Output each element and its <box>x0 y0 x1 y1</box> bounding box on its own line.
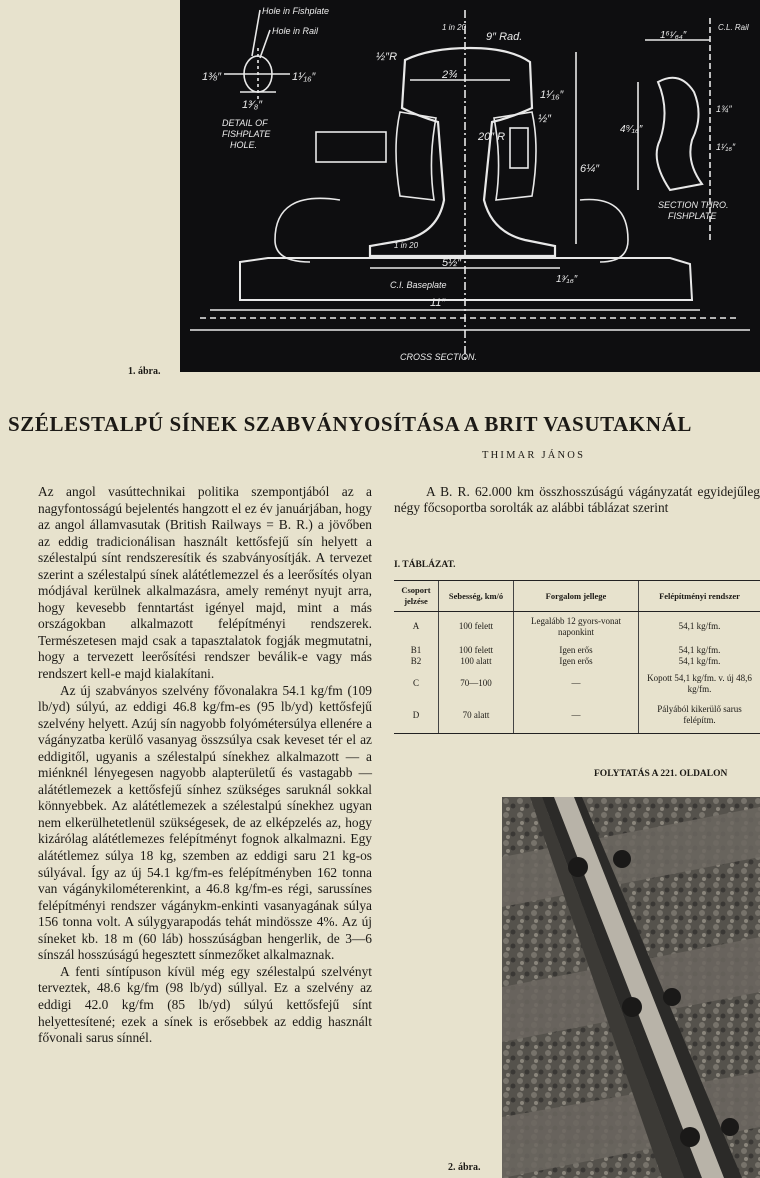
label-dim-1-3-8-b: 1³⁄₈″ <box>242 99 263 111</box>
baseplate <box>240 258 692 300</box>
table-cell: Pályából kikerülő sarus felépítm. <box>639 698 760 734</box>
bolt <box>316 132 386 162</box>
label-section-thro-1: SECTION THRO. <box>658 200 729 210</box>
table-row <box>394 670 760 698</box>
table-cell: 70 alatt <box>439 698 514 734</box>
label-dim-11: 11″ <box>430 297 446 309</box>
label-detail-3: HOLE. <box>230 140 258 150</box>
table-header-cell: Sebesség, km/ó <box>439 581 514 612</box>
paragraph-1: Az angol vasúttechnikai politika szempontjából az a nagyfontosságú bejelentés hangzott el ez év januárjában, hogy az angol államvasutak (British Railways = B. R.) a jövőben az eddig tradicionálisan használt kettősfejű sín helyett a szélestalpú sínt rendszeresítik és szabványosítják. A tervezet szerint a szélestalpú sínek alátétlemezzel és a leerősítés olyan módjával kerülnek alkalmazásra, amely reményt nyujt arra, hogy kevesebb fenntartást igényel majd, mint a más országokban alkalmazott felépítményi rendszerek. Természetesen majd csak a tapasztalatok fogják megmutatni, hogy a tervezett leerősítési rendszer beválik-e vagy más rendszert kell-e majd kialakítani. <box>38 484 372 682</box>
table-header-cell: Felépítményi rendszer <box>639 581 760 612</box>
article-author: THIMAR JÁNOS <box>482 450 586 461</box>
label-9-rad: 9″ Rad. <box>486 31 523 43</box>
left-clip <box>275 198 340 262</box>
figure-2-rail-photo <box>502 797 760 1178</box>
table-cell: A <box>412 621 420 632</box>
article-title: SZÉLESTALPÚ SÍNEK SZABVÁNYOSÍTÁSA A BRIT VASUTAKNÁL <box>8 412 692 436</box>
label-dim-6-1-4: 6¼″ <box>580 163 600 175</box>
table-header-cell: Forgalom jellege <box>514 581 639 612</box>
label-dim-1-3-4: 1¾″ <box>716 104 732 114</box>
figure-1-cross-section-drawing <box>180 0 760 372</box>
label-dim-1-1-16-b: 1¹⁄₁₆″ <box>540 89 564 101</box>
label-cl-rail: C.L. Rail <box>718 23 749 32</box>
label-1-in-20-top: 1 in 20 <box>442 23 467 32</box>
figure-1-caption: 1. ábra. <box>128 366 161 377</box>
table-cell: 100 felett 100 alatt <box>439 642 514 670</box>
label-20-r: 20″ R <box>478 131 506 143</box>
label-dim-1-61-64: 1⁶¹⁄₆₄″ <box>660 30 687 41</box>
table-cell: D <box>394 698 439 734</box>
table-cell: B1 B2 <box>410 644 422 666</box>
table-label: I. TÁBLÁZAT. <box>394 560 456 570</box>
body-left-column <box>38 484 372 1047</box>
left-fishplate <box>396 112 436 200</box>
rail-photo-svg <box>502 797 760 1178</box>
label-dim-4-9-16: 4⁹⁄₁₆″ <box>620 124 643 135</box>
table-cell: Igen erős Igen erős <box>514 642 639 670</box>
continued-note: FOLYTATÁS A 221. OLDALON <box>594 769 728 779</box>
label-dim-half: ½″ <box>538 113 552 125</box>
label-ci-baseplate: C.I. Baseplate <box>390 280 447 290</box>
label-detail-1: DETAIL OF <box>222 118 268 128</box>
table-cell: 54,1 kg/fm. <box>639 612 760 642</box>
label-detail-2: FISHPLATE <box>222 129 271 139</box>
right-clip <box>580 200 628 263</box>
paragraph-3: A fenti síntípuson kívül még egy szélestalpú szelvényt terveztek, 48.6 kg/fm (98 lb/yd) súllyal. Ez a szelvény az eddigi 42.0 kg/fm (85 lb/yd) súlyú kettősfejű sínt helyettesítené; ezek a sínek is erősebbek az eddig használt fővonali sarus sínnél. <box>38 963 372 1046</box>
label-section-thro-2: FISHPLATE <box>668 211 717 221</box>
figure-2-caption: 2. ábra. <box>448 1162 481 1173</box>
label-dim-1-1-16-c: 1¹⁄₁₆″ <box>716 142 736 152</box>
table-row <box>394 642 760 670</box>
table-header-cell: Csoport jelzése <box>394 581 439 612</box>
label-dim-2-3-4: 2¾ <box>442 69 458 81</box>
label-hole-in-fishplate: Hole in Fishplate <box>262 6 330 16</box>
paragraph-2: Az új szabványos szelvény fővonalakra 54.1 kg/fm (109 lb/yd) súlyú, az eddigi 46.8 kg/fm-es (95 lb/yd) kettősfejű szelvény helyett. Azúj sín nagyobb folyómétersúlya ellenére a vágányzatba kerülő vasanyag összsúlya csak keveset tér el az eddigitől, ugyanis a szélestalpú sínekhez alkalmazott — a miénknél lényegesen nagyobb alapterületű és vastagabb — alátétlemezek a kettősfejű sínhez szükséges saruknál sokkal könnyebbek. Az alátétlemezek a szélestalpú sínekhez ugyan nem elkerülhetetlenül szükségesek, de az elképzelés az, hogy kizárólag alátétlemezes felépítményt fognok alkalmazni. Egy alátétlemez súlya 18 kg, szemben az eddigi saru 21 kg-os súlyával. Így az új 54.1 kg/fm-es felépítményben 162 tonna van vágánykilométerenkint, a 46.8 kg/fm-es régi, sarussínes felépítményi rendszer vágánykm-enkinti vasanyagának súlya 156 tonna volt. A súlygyarapodás tehát mindössze 4%. Az új síneket kb. 18 m (60 láb) hosszúságban hengerlik, de 3—6 sínszál hosszúságú hegesztett sínmezőket alkalmaznak. <box>38 682 372 963</box>
right-intro-paragraph: A B. R. 62.000 km összhosszúságú vágányzatát egyidejűleg négy főcsoportba sorolták az alábbi táblázat szerint <box>394 484 760 516</box>
track-category-table <box>394 580 760 734</box>
right-fishplate <box>494 112 536 200</box>
fishplate-section <box>657 78 702 190</box>
table-row <box>394 612 760 642</box>
rail-cross-section-svg <box>180 0 760 372</box>
label-dim-1-3-8: 1⅜″ <box>202 71 222 83</box>
label-1-in-20-bottom: 1 in 20 <box>394 241 419 250</box>
table-cell: 70—100 <box>439 670 514 698</box>
label-half-r: ½″R <box>376 51 398 63</box>
table-cell: Legalább 12 gyors-vonat naponkint <box>514 612 639 642</box>
body-right-intro <box>394 484 760 517</box>
label-dim-1-1-16: 1¹⁄₁₆″ <box>292 71 316 83</box>
table-cell: — <box>514 698 639 734</box>
table-cell: Kopott 54,1 kg/fm. v. új 48,6 kg/fm. <box>639 670 760 698</box>
label-hole-in-rail: Hole in Rail <box>272 26 319 36</box>
table-cell: C <box>412 678 419 688</box>
table-row <box>394 698 760 734</box>
table-cell: 54,1 kg/fm. 54,1 kg/fm. <box>639 642 760 670</box>
label-dim-1-3-16: 1³⁄₁₆″ <box>556 274 578 285</box>
table-cell: 100 felett <box>439 612 514 642</box>
label-cross-section: CROSS SECTION. <box>400 352 478 362</box>
label-dim-5-1-2: 5½″ <box>442 257 462 269</box>
table-cell: — <box>514 670 639 698</box>
